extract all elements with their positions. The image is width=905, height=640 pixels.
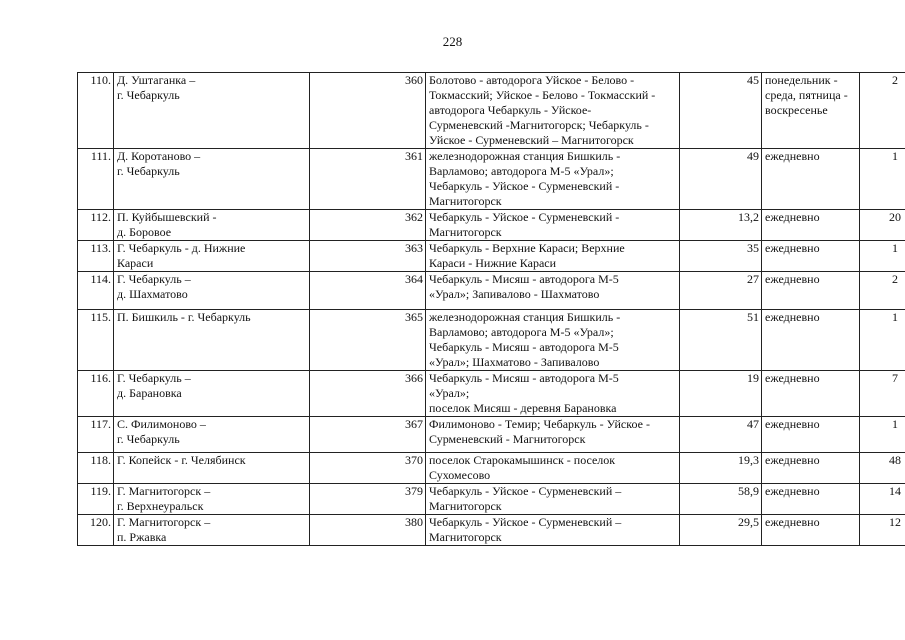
route-path-cell: Чебаркуль - Уйское - Сурменевский – Магнитогорск [426, 515, 680, 546]
route-schedule-cell: ежедневно [762, 484, 860, 515]
route-schedule-cell: ежедневно [762, 453, 860, 484]
route-code-cell: 379 [310, 484, 426, 515]
route-name-cell: Г. Чебаркуль - д. Нижние Караси [114, 241, 310, 272]
route-code-cell: 364 [310, 272, 426, 310]
route-trips-cell: 2 [860, 73, 905, 149]
route-number-cell: 117. [78, 417, 114, 453]
route-code-cell: 361 [310, 149, 426, 210]
route-code-cell: 365 [310, 310, 426, 371]
route-trips-cell: 7 [860, 371, 905, 417]
route-distance-cell: 49 [680, 149, 762, 210]
route-code-cell: 366 [310, 371, 426, 417]
route-trips-cell: 1 [860, 149, 905, 210]
route-path-cell: железнодорожная станция Бишкиль - Варламово; автодорога М-5 «Урал»; Чебаркуль - Уйское - Сурменевский - Магнитогорск [426, 149, 680, 210]
route-distance-cell: 19 [680, 371, 762, 417]
page-number: 228 [442, 34, 463, 49]
route-name-cell: Г. Магнитогорск – г. Верхнеуральск [114, 484, 310, 515]
route-schedule-cell: ежедневно [762, 310, 860, 371]
route-distance-cell: 13,2 [680, 210, 762, 241]
route-code-cell: 360 [310, 73, 426, 149]
route-path-cell: Чебаркуль - Мисяш - автодорога М-5 «Урал»; Запивалово - Шахматово [426, 272, 680, 310]
route-trips-cell: 2 [860, 272, 905, 310]
route-number-cell: 116. [78, 371, 114, 417]
route-path-cell: железнодорожная станция Бишкиль - Варламово; автодорога М-5 «Урал»; Чебаркуль - Мисяш - автодорога М-5 «Урал»; Шахматово - Запивалово [426, 310, 680, 371]
route-trips-cell: 48 [860, 453, 905, 484]
route-schedule-cell: ежедневно [762, 241, 860, 272]
route-distance-cell: 19,3 [680, 453, 762, 484]
route-path-cell: Чебаркуль - Уйское - Сурменевский - Магнитогорск [426, 210, 680, 241]
table-row [78, 210, 905, 241]
route-name-cell: П. Куйбышевский - д. Боровое [114, 210, 310, 241]
table-row [78, 515, 905, 546]
route-path-cell: Чебаркуль - Мисяш - автодорога М-5 «Урал»; поселок Мисяш - деревня Барановка [426, 371, 680, 417]
route-schedule-cell: ежедневно [762, 417, 860, 453]
route-trips-cell: 20 [860, 210, 905, 241]
route-distance-cell: 47 [680, 417, 762, 453]
table-row [78, 310, 905, 371]
route-trips-cell: 1 [860, 310, 905, 371]
table-row [78, 241, 905, 272]
route-distance-cell: 51 [680, 310, 762, 371]
route-schedule-cell: ежедневно [762, 515, 860, 546]
route-trips-cell: 14 [860, 484, 905, 515]
route-number-cell: 112. [78, 210, 114, 241]
route-name-cell: Д. Коротаново – г. Чебаркуль [114, 149, 310, 210]
route-schedule-cell: ежедневно [762, 149, 860, 210]
route-code-cell: 370 [310, 453, 426, 484]
route-schedule-cell: ежедневно [762, 272, 860, 310]
route-name-cell: Д. Уштаганка – г. Чебаркуль [114, 73, 310, 149]
route-distance-cell: 27 [680, 272, 762, 310]
route-name-cell: Г. Копейск - г. Челябинск [114, 453, 310, 484]
route-distance-cell: 35 [680, 241, 762, 272]
route-path-cell: Чебаркуль - Верхние Караси; Верхние Караси - Нижние Караси [426, 241, 680, 272]
route-path-cell: Филимоново - Темир; Чебаркуль - Уйское - Сурменевский - Магнитогорск [426, 417, 680, 453]
routes-table [77, 72, 905, 546]
route-schedule-cell: ежедневно [762, 371, 860, 417]
route-trips-cell: 1 [860, 417, 905, 453]
route-name-cell: П. Бишкиль - г. Чебаркуль [114, 310, 310, 371]
table-row [78, 417, 905, 453]
route-number-cell: 119. [78, 484, 114, 515]
route-number-cell: 120. [78, 515, 114, 546]
route-number-cell: 115. [78, 310, 114, 371]
table-row [78, 484, 905, 515]
table-row [78, 149, 905, 210]
table-row [78, 453, 905, 484]
route-schedule-cell: ежедневно [762, 210, 860, 241]
route-name-cell: Г. Магнитогорск – п. Ржавка [114, 515, 310, 546]
route-code-cell: 363 [310, 241, 426, 272]
route-path-cell: Болотово - автодорога Уйское - Белово - Токмасский; Уйское - Белово - Токмасский - автодорога Чебаркуль - Уйское- Сурменевский -Магнитогорск; Чебаркуль - Уйское - Сурменевский – Магнитогорск [426, 73, 680, 149]
route-number-cell: 118. [78, 453, 114, 484]
route-name-cell: С. Филимоново – г. Чебаркуль [114, 417, 310, 453]
route-code-cell: 362 [310, 210, 426, 241]
route-code-cell: 367 [310, 417, 426, 453]
route-distance-cell: 58,9 [680, 484, 762, 515]
route-path-cell: Чебаркуль - Уйское - Сурменевский – Магнитогорск [426, 484, 680, 515]
route-name-cell: Г. Чебаркуль – д. Шахматово [114, 272, 310, 310]
route-number-cell: 111. [78, 149, 114, 210]
route-number-cell: 110. [78, 73, 114, 149]
table-row [78, 371, 905, 417]
route-code-cell: 380 [310, 515, 426, 546]
table-row [78, 73, 905, 149]
route-schedule-cell: понедельник - среда, пятница - воскресенье [762, 73, 860, 149]
route-number-cell: 113. [78, 241, 114, 272]
route-name-cell: Г. Чебаркуль – д. Барановка [114, 371, 310, 417]
route-distance-cell: 45 [680, 73, 762, 149]
table-row [78, 272, 905, 310]
route-trips-cell: 12 [860, 515, 905, 546]
route-trips-cell: 1 [860, 241, 905, 272]
route-path-cell: поселок Старокамышинск - поселок Сухомесово [426, 453, 680, 484]
route-distance-cell: 29,5 [680, 515, 762, 546]
route-number-cell: 114. [78, 272, 114, 310]
